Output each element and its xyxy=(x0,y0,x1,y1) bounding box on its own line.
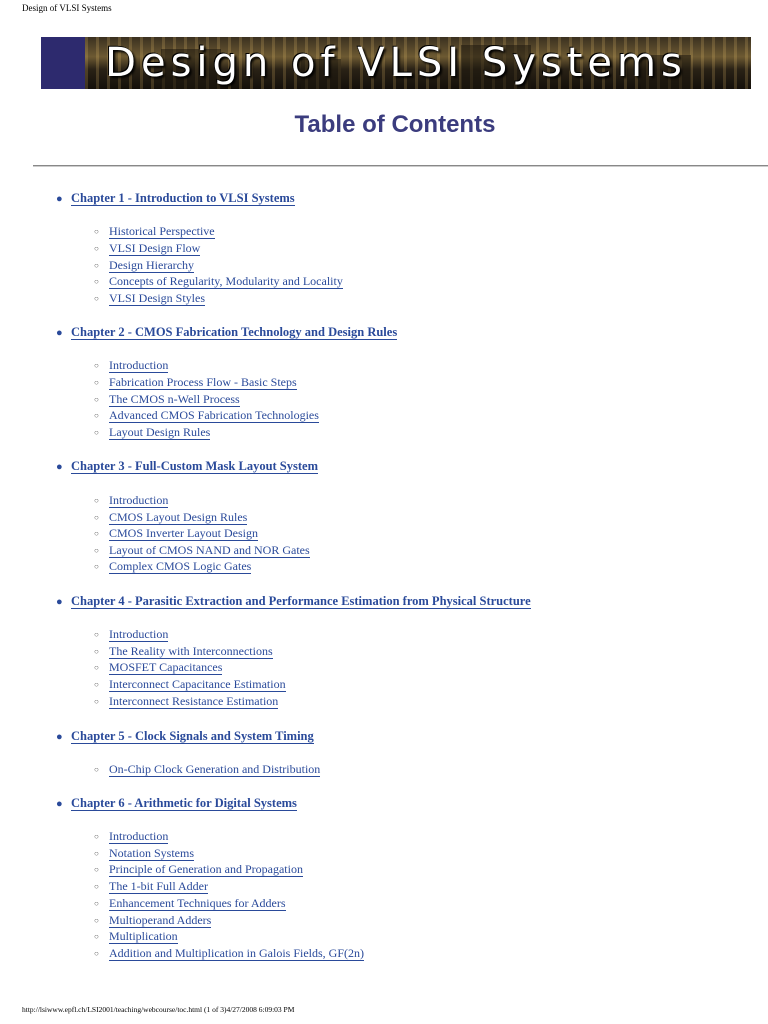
section-item xyxy=(94,879,208,894)
section-item xyxy=(94,543,310,558)
circle-bullet-icon: ○ xyxy=(94,898,99,908)
page-title: Table of Contents xyxy=(294,111,496,138)
section-item xyxy=(94,660,222,675)
circle-bullet-icon: ○ xyxy=(94,496,99,505)
section-link[interactable]: Enhancement Techniques for Adders xyxy=(109,895,286,910)
section-item xyxy=(94,358,168,373)
bullet-icon: ● xyxy=(56,193,63,205)
section-item xyxy=(94,627,168,642)
chapter-item xyxy=(56,593,531,610)
chapter-link[interactable]: Chapter 1 - Introduction to VLSI Systems xyxy=(71,191,295,205)
section-link[interactable]: Layout of CMOS NAND and NOR Gates xyxy=(109,542,310,557)
circle-bullet-icon: ○ xyxy=(94,948,99,958)
circle-bullet-icon: ○ xyxy=(94,277,99,287)
chapter-link[interactable]: Chapter 3 - Full-Custom Mask Layout System xyxy=(71,459,318,473)
circle-bullet-icon: ○ xyxy=(94,765,99,774)
section-item xyxy=(94,375,297,390)
banner-title: Design of VLSI Systems xyxy=(105,40,687,86)
section-link[interactable]: The CMOS n-Well Process xyxy=(109,391,240,406)
section-item xyxy=(94,677,286,692)
section-link[interactable]: CMOS Inverter Layout Design xyxy=(109,526,258,541)
section-item xyxy=(94,493,168,508)
circle-bullet-icon: ○ xyxy=(94,529,99,539)
chapter-link[interactable]: Chapter 5 - Clock Signals and System Timing xyxy=(71,729,314,743)
section-link[interactable]: Introduction xyxy=(109,493,169,507)
section-item xyxy=(94,291,205,306)
section-item xyxy=(94,408,319,423)
section-item xyxy=(94,762,320,777)
section-link[interactable]: On-Chip Clock Generation and Distribution xyxy=(109,762,321,776)
section-link[interactable]: Introduction xyxy=(109,627,169,641)
circle-bullet-icon: ○ xyxy=(94,243,99,253)
section-item xyxy=(94,846,194,861)
section-item xyxy=(94,862,303,877)
circle-bullet-icon: ○ xyxy=(94,260,99,270)
circle-bullet-icon: ○ xyxy=(94,646,99,656)
section-item xyxy=(94,929,178,944)
divider xyxy=(33,165,768,167)
section-item xyxy=(94,559,251,574)
section-item xyxy=(94,274,343,289)
section-link[interactable]: The Reality with Interconnections xyxy=(109,643,273,658)
circle-bullet-icon: ○ xyxy=(94,680,99,690)
circle-bullet-icon: ○ xyxy=(94,512,99,522)
circle-bullet-icon: ○ xyxy=(94,848,99,858)
section-link[interactable]: Advanced CMOS Fabrication Technologies xyxy=(109,408,319,423)
section-link[interactable]: Design Hierarchy xyxy=(109,257,194,272)
chapter-item xyxy=(56,324,397,341)
section-link[interactable]: The 1-bit Full Adder xyxy=(109,879,208,894)
bullet-icon: ● xyxy=(56,596,63,608)
chapter-item xyxy=(56,190,295,207)
section-link[interactable]: CMOS Layout Design Rules xyxy=(109,509,248,524)
section-item xyxy=(94,913,211,928)
section-item xyxy=(94,896,286,911)
chapter-link[interactable]: Chapter 6 - Arithmetic for Digital Systems xyxy=(71,796,297,810)
circle-bullet-icon: ○ xyxy=(94,361,99,370)
chapter-link[interactable]: Chapter 4 - Parasitic Extraction and Performance Estimation from Physical Structure xyxy=(71,594,531,608)
section-item xyxy=(94,392,240,407)
section-link[interactable]: Interconnect Resistance Estimation xyxy=(109,693,279,708)
circle-bullet-icon: ○ xyxy=(94,832,99,841)
section-item xyxy=(94,946,364,961)
section-link[interactable]: Principle of Generation and Propagation xyxy=(109,862,303,877)
section-link[interactable]: Introduction xyxy=(109,829,169,843)
section-link[interactable]: Complex CMOS Logic Gates xyxy=(109,559,252,574)
bullet-icon: ● xyxy=(56,798,63,810)
section-item xyxy=(94,694,278,709)
section-item xyxy=(94,510,247,525)
chapter-item xyxy=(56,795,297,812)
section-item xyxy=(94,241,200,256)
circle-bullet-icon: ○ xyxy=(94,294,99,304)
section-item xyxy=(94,258,194,273)
chapter-item xyxy=(56,458,318,475)
circle-bullet-icon: ○ xyxy=(94,915,99,925)
circle-bullet-icon: ○ xyxy=(94,562,99,572)
section-link[interactable]: Layout Design Rules xyxy=(109,425,211,440)
section-link[interactable]: VLSI Design Flow xyxy=(109,240,201,255)
bullet-icon: ● xyxy=(56,327,63,339)
chapter-link[interactable]: Chapter 2 - CMOS Fabrication Technology and Design Rules xyxy=(71,325,398,339)
print-header: Design of VLSI Systems xyxy=(22,3,112,13)
section-link[interactable]: Addition and Multiplication in Galois Fields, GF(2n) xyxy=(109,945,364,960)
section-item xyxy=(94,829,168,844)
bullet-icon: ● xyxy=(56,461,63,473)
section-item xyxy=(94,644,273,659)
section-link[interactable]: Notation Systems xyxy=(109,845,195,860)
circle-bullet-icon: ○ xyxy=(94,377,99,387)
bullet-icon: ● xyxy=(56,731,63,743)
section-link[interactable]: Fabrication Process Flow - Basic Steps xyxy=(109,374,297,389)
section-link[interactable]: VLSI Design Styles xyxy=(109,291,205,306)
circle-bullet-icon: ○ xyxy=(94,227,99,236)
section-item xyxy=(94,425,210,440)
circle-bullet-icon: ○ xyxy=(94,663,99,673)
circle-bullet-icon: ○ xyxy=(94,428,99,438)
section-link[interactable]: Introduction xyxy=(109,358,169,372)
print-footer: http://lsiwww.epfl.ch/LSI2001/teaching/webcourse/toc.html (1 of 3)4/27/2008 6:09:03 PM xyxy=(22,1005,295,1014)
circle-bullet-icon: ○ xyxy=(94,411,99,421)
circle-bullet-icon: ○ xyxy=(94,630,99,639)
section-link[interactable]: MOSFET Capacitances xyxy=(109,660,223,675)
chapter-item xyxy=(56,728,314,745)
circle-bullet-icon: ○ xyxy=(94,394,99,404)
section-link[interactable]: Interconnect Capacitance Estimation xyxy=(109,677,286,692)
section-link[interactable]: Multioperand Adders xyxy=(109,912,212,927)
section-link[interactable]: Concepts of Regularity, Modularity and Locality xyxy=(109,274,343,289)
section-link[interactable]: Multiplication xyxy=(109,929,178,944)
section-link[interactable]: Historical Perspective xyxy=(109,224,215,238)
banner-image xyxy=(41,37,751,89)
circle-bullet-icon: ○ xyxy=(94,932,99,942)
circle-bullet-icon: ○ xyxy=(94,882,99,892)
circle-bullet-icon: ○ xyxy=(94,865,99,875)
section-item xyxy=(94,224,215,239)
section-item xyxy=(94,526,258,541)
circle-bullet-icon: ○ xyxy=(94,545,99,555)
circle-bullet-icon: ○ xyxy=(94,696,99,706)
